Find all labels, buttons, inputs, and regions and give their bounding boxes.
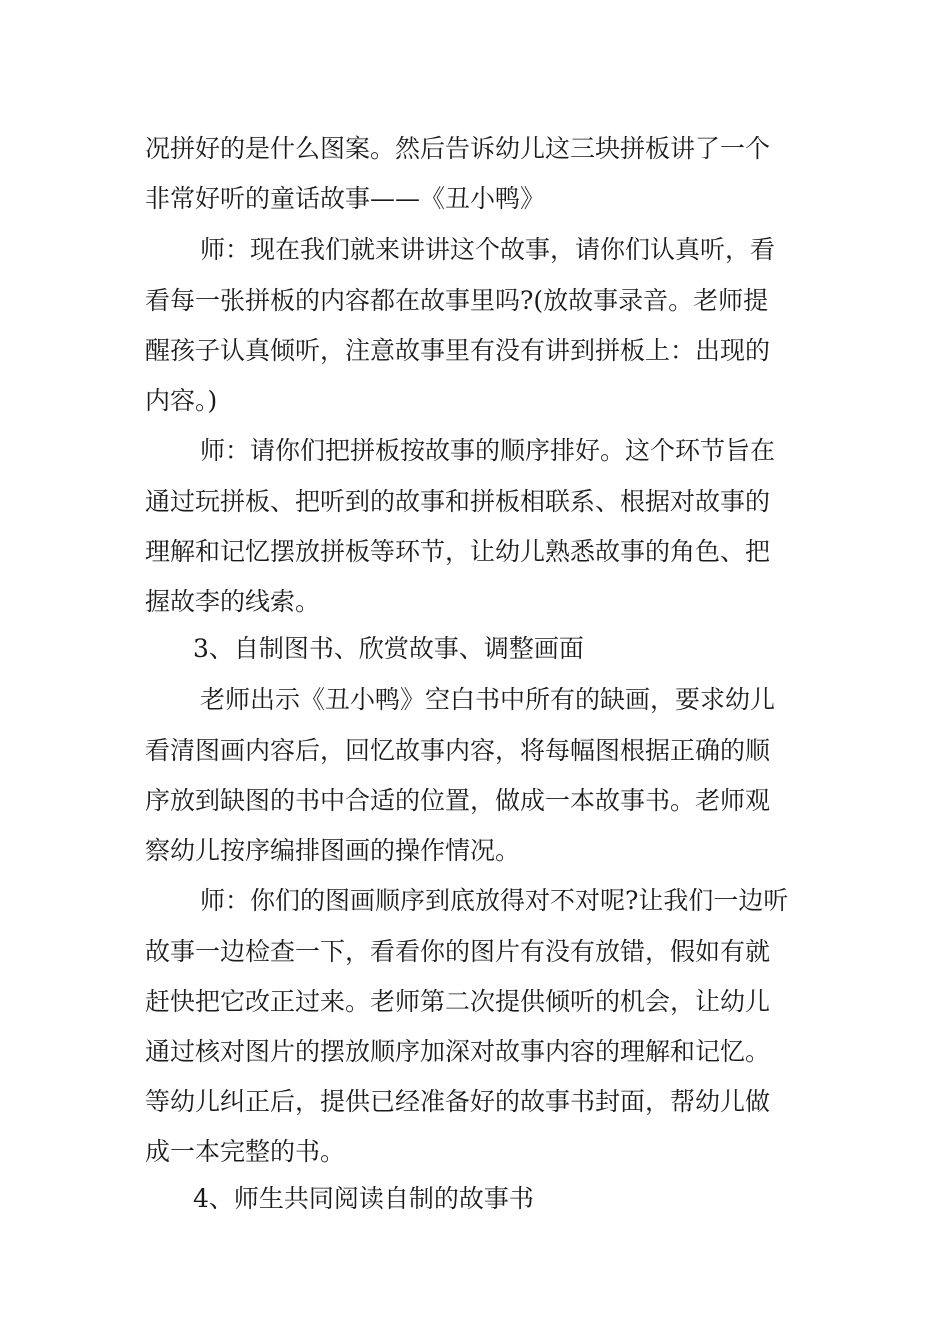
text-line: 故事一边检查一下，看看你的图片有没有放错，假如有就 [145, 937, 771, 966]
text-line: 看每一张拼板的内容都在故事里吗?(放故事录音。老师提 [145, 286, 769, 315]
paragraph-line: 师：请你们把拼板按故事的顺序排好。这个环节旨在 [200, 436, 776, 465]
text-line: 序放到缺图的书中合适的位置，做成一本故事书。老师观 [145, 786, 771, 815]
text-line: 看清图画内容后，回忆故事内容，将每幅图根据正确的顺 [145, 736, 771, 765]
text-line: 察幼儿按序编排图画的操作情况。 [145, 836, 521, 865]
text-line: 赶快把它改正过来。老师第二次提供倾听的机会，让幼儿 [145, 987, 771, 1016]
text-line: 握故李的线索。 [145, 587, 321, 616]
text-line: 成一本完整的书。 [145, 1137, 346, 1166]
text-line: 等幼儿纠正后，提供已经准备好的故事书封面，帮幼儿做 [145, 1087, 771, 1116]
section-heading: 3、自制图书、欣赏故事、调整画面 [193, 634, 584, 663]
paragraph-line: 师：你们的图画顺序到底放得对不对呢?让我们一边听 [200, 886, 789, 915]
text-line: 非常好听的童话故事——《丑小鸭》 [145, 184, 546, 213]
paragraph-line: 师：现在我们就来讲讲这个故事，请你们认真听，看 [200, 235, 776, 264]
text-line: 醒孩子认真倾听，注意故事里有没有讲到拼板上：出现的 [145, 336, 771, 365]
text-line: 理解和记忆摆放拼板等环节，让幼儿熟悉故事的角色、把 [145, 537, 771, 566]
text-line: 内容。) [145, 386, 218, 415]
text-line: 通过核对图片的摆放顺序加深对故事内容的理解和记忆。 [145, 1037, 771, 1066]
text-line: 况拼好的是什么图案。然后告诉幼儿这三块拼板讲了一个 [145, 134, 771, 163]
paragraph-line: 老师出示《丑小鸭》空白书中所有的缺画，要求幼儿 [200, 685, 776, 714]
text-line: 通过玩拼板、把听到的故事和拼板相联系、根据对故事的 [145, 487, 771, 516]
section-heading: 4、师生共同阅读自制的故事书 [193, 1184, 534, 1213]
